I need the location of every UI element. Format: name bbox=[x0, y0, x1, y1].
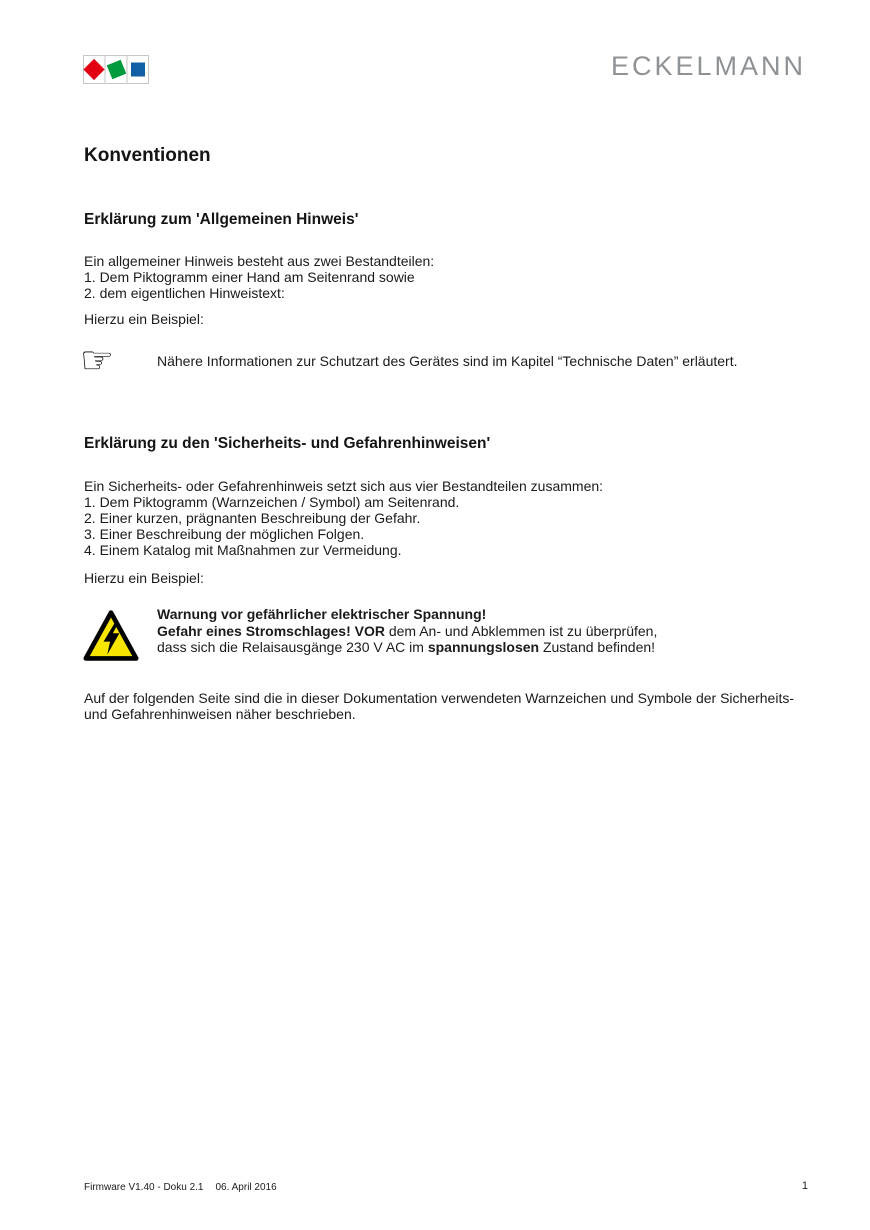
section1-example-text: Nähere Informationen zur Schutzart des Gerätes sind im Kapitel “Technische Daten” erläutert. bbox=[157, 353, 738, 369]
logo-blue-square-icon bbox=[131, 63, 145, 77]
warning-text-block bbox=[157, 606, 657, 656]
section1-item-2: 2. dem eigentlichen Hinweistext: bbox=[84, 285, 285, 301]
section1-heading: Erklärung zum 'Allgemeinen Hinweis' bbox=[84, 211, 359, 228]
warning-line-2 bbox=[157, 623, 657, 640]
page-title: Konventionen bbox=[84, 145, 211, 166]
section2-heading: Erklärung zu den 'Sicherheits- und Gefahrenhinweisen' bbox=[84, 435, 491, 452]
warning-line-3-bold: spannungslosen bbox=[427, 639, 540, 655]
section2-example-label: Hierzu ein Beispiel: bbox=[84, 570, 204, 586]
warning-line-1: Warnung vor gefährlicher elektrischer Spannung! bbox=[157, 606, 487, 622]
pointing-hand-icon: ☞ bbox=[80, 338, 115, 382]
footer-page-number: 1 bbox=[801, 1180, 808, 1192]
warning-line-3 bbox=[157, 639, 657, 656]
high-voltage-warning-icon bbox=[83, 607, 139, 670]
warning-line-3-pre: dass sich die Relaisausgänge 230 V AC im bbox=[157, 639, 428, 655]
brand-wordmark: ECKELMANN bbox=[610, 51, 806, 81]
footer-date: 06. April 2016 bbox=[215, 1182, 277, 1193]
section2-item-1: 1. Dem Piktogramm (Warnzeichen / Symbol) am Seitenrand. bbox=[84, 494, 460, 510]
warning-line-3-post: Zustand befinden! bbox=[539, 639, 656, 655]
section1-example-label: Hierzu ein Beispiel: bbox=[84, 311, 204, 327]
warning-line-2-bold: Gefahr eines Stromschlages! VOR bbox=[157, 622, 385, 639]
section1-item-1: 1. Dem Piktogramm einer Hand am Seitenrand sowie bbox=[84, 269, 415, 285]
section2-item-3: 3. Einer Beschreibung der möglichen Folgen. bbox=[84, 526, 365, 542]
section1-body bbox=[84, 253, 434, 301]
section2-item-4: 4. Einem Katalog mit Maßnahmen zur Vermeidung. bbox=[84, 542, 402, 558]
eckelmann-logo-icon bbox=[83, 55, 149, 89]
section1-intro: Ein allgemeiner Hinweis besteht aus zwei Bestandteilen: bbox=[84, 253, 435, 269]
warning-triangle-svg bbox=[83, 607, 139, 665]
footer-version: Firmware V1.40 - Doku 2.1 bbox=[84, 1182, 204, 1193]
warning-line-2-rest: dem An- und Abklemmen ist zu überprüfen, bbox=[384, 622, 658, 639]
section2-intro: Ein Sicherheits- oder Gefahrenhinweis setzt sich aus vier Bestandteilen zusammen: bbox=[84, 478, 604, 494]
section2-body bbox=[84, 478, 603, 558]
footer-doc-info bbox=[84, 1182, 277, 1193]
logo-svg bbox=[83, 55, 149, 84]
section2-item-2: 2. Einer kurzen, prägnanten Beschreibung der Gefahr. bbox=[84, 510, 421, 526]
closing-paragraph: Auf der folgenden Seite sind die in dieser Dokumentation verwendeten Warnzeichen und Symbole der Sicherheits- und Gefahrenhinweisen näher beschrieben. bbox=[84, 690, 795, 722]
